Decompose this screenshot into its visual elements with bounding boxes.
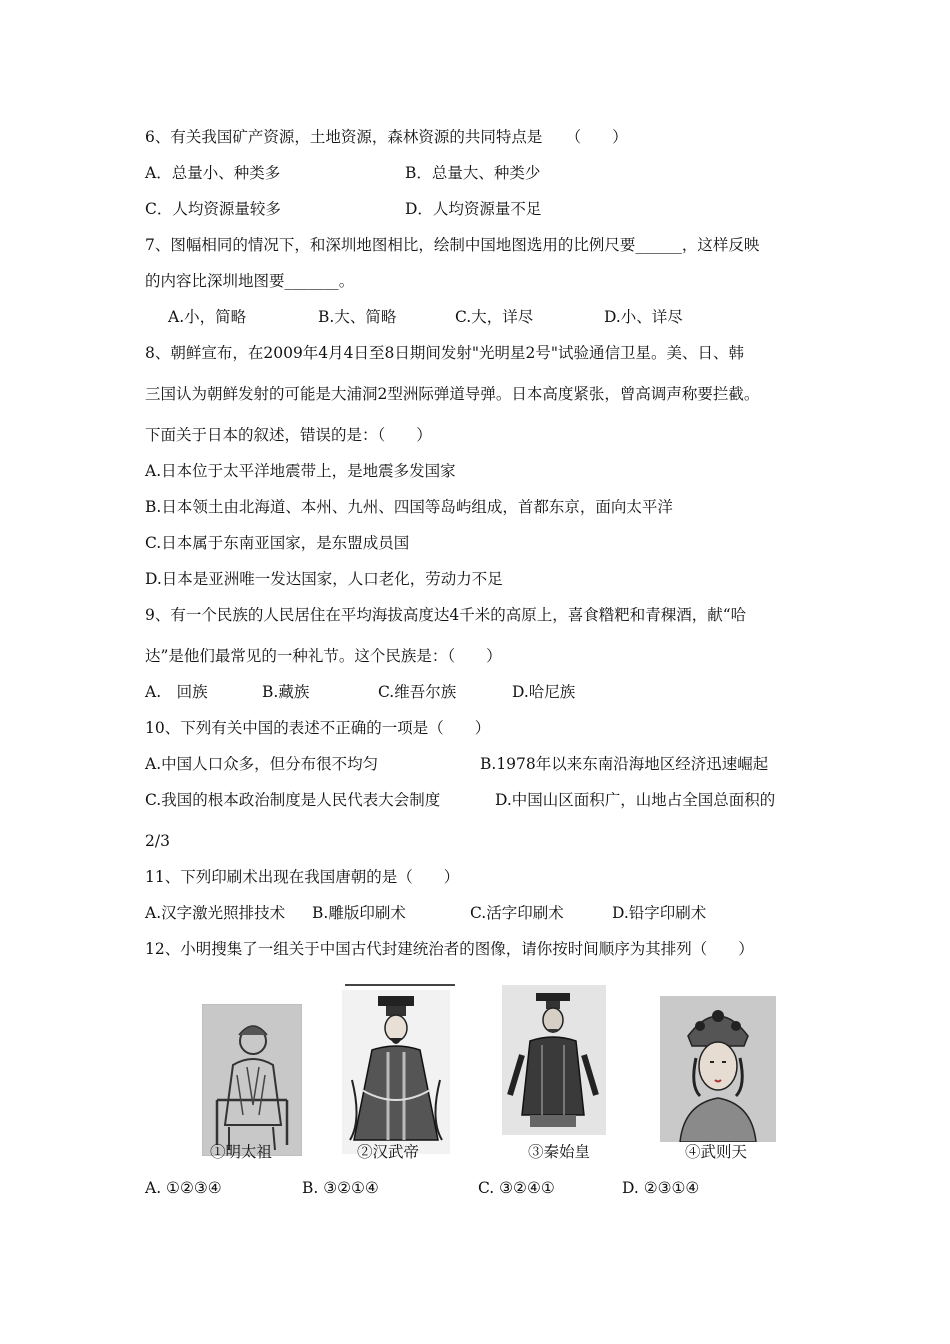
q11-option-d: D.铅字印刷术 xyxy=(612,904,707,922)
q8-stem-line2: 三国认为朝鲜发射的可能是大浦洞2型洲际弹道导弹。日本高度紧张，曾高调声称要拦截。 xyxy=(145,385,760,403)
image-top-rule xyxy=(345,984,455,986)
q9-option-b: B.藏族 xyxy=(262,683,310,701)
q7-option-b: B.大、简略 xyxy=(318,308,397,326)
caption-ming-taizu: ①明太祖 xyxy=(210,1143,273,1161)
portrait-han-wudi-drawing xyxy=(342,990,450,1154)
portrait-han-wudi xyxy=(342,990,450,1154)
q12-stem: 12、小明搜集了一组关于中国古代封建统治者的图像，请你按时间顺序为其排列（ ） xyxy=(145,940,754,958)
q10-option-c: C.我国的根本政治制度是人民代表大会制度 xyxy=(145,791,441,809)
q8-option-a: A.日本位于太平洋地震带上，是地震多发国家 xyxy=(145,462,456,480)
q6-option-a: A．总量小、种类多 xyxy=(145,164,281,182)
q9-option-a: A. 回族 xyxy=(145,683,208,701)
q10-option-a: A.中国人口众多，但分布很不均匀 xyxy=(145,755,379,773)
q10-stem: 10、下列有关中国的表述不正确的一项是（ ） xyxy=(145,719,491,737)
q12-option-a: A. ①②③④ xyxy=(145,1179,222,1197)
portrait-qin-shihuang xyxy=(502,985,606,1135)
q9-stem-line2: 达”是他们最常见的一种礼节。这个民族是：（ ） xyxy=(145,647,502,665)
q11-option-b: B.雕版印刷术 xyxy=(312,904,406,922)
q11-option-c: C.活字印刷术 xyxy=(470,904,564,922)
q10-option-d: D.中国山区面积广，山地占全国总面积的 xyxy=(495,791,776,809)
q9-option-c: C.维吾尔族 xyxy=(378,683,457,701)
portrait-ming-taizu xyxy=(202,1004,302,1156)
q8-option-b: B.日本领土由北海道、本州、九州、四国等岛屿组成，首都东京，面向太平洋 xyxy=(145,498,673,516)
q6-option-b: B．总量大、种类少 xyxy=(405,164,541,182)
q7-option-d: D.小、详尽 xyxy=(604,308,683,326)
caption-qin-shihuang: ③秦始皇 xyxy=(528,1143,591,1161)
portrait-ming-taizu-drawing xyxy=(203,1005,301,1155)
q8-option-c: C.日本属于东南亚国家，是东盟成员国 xyxy=(145,534,410,552)
q7-stem-line1: 7、图幅相同的情况下，和深圳地图相比，绘制中国地图选用的比例尺要______，这样反映 xyxy=(145,236,760,254)
q8-stem-line1: 8、朝鲜宣布，在2009年4月4日至8日期间发射"光明星2号"试验通信卫星。美、日、韩 xyxy=(145,344,745,362)
q8-stem-line3: 下面关于日本的叙述，错误的是：（ ） xyxy=(145,426,432,444)
q10-option-b: B.1978年以来东南沿海地区经济迅速崛起 xyxy=(480,755,769,773)
q7-stem-line2: 的内容比深圳地图要_______。 xyxy=(145,272,355,290)
caption-han-wudi: ②汉武帝 xyxy=(357,1143,420,1161)
q7-option-c: C.大，详尽 xyxy=(455,308,534,326)
q12-option-d: D. ②③①④ xyxy=(622,1179,700,1197)
q7-option-a: A.小，简略 xyxy=(168,308,247,326)
q8-option-d: D.日本是亚洲唯一发达国家，人口老化，劳动力不足 xyxy=(145,570,503,588)
q10-option-d-continued: 2/3 xyxy=(145,832,170,850)
caption-wu-zetian: ④武则天 xyxy=(685,1143,748,1161)
q9-stem-line1: 9、有一个民族的人民居住在平均海拔高度达4千米的高原上，喜食糌粑和青稞酒，献“哈 xyxy=(145,606,747,624)
q6-stem: 6、有关我国矿产资源，土地资源，森林资源的共同特点是 （ ） xyxy=(145,128,628,146)
q12-option-b: B. ③②①④ xyxy=(302,1179,379,1197)
q6-option-d: D．人均资源量不足 xyxy=(405,200,542,218)
portrait-wu-zetian xyxy=(660,996,776,1142)
q6-option-c: C．人均资源量较多 xyxy=(145,200,281,218)
q11-stem: 11、下列印刷术出现在我国唐朝的是（ ） xyxy=(145,868,460,886)
portrait-wu-zetian-drawing xyxy=(660,996,776,1142)
portrait-qin-shihuang-drawing xyxy=(502,985,606,1135)
q9-option-d: D.哈尼族 xyxy=(512,683,576,701)
q12-option-c: C. ③②④① xyxy=(478,1179,555,1197)
q11-option-a: A.汉字激光照排技术 xyxy=(145,904,286,922)
